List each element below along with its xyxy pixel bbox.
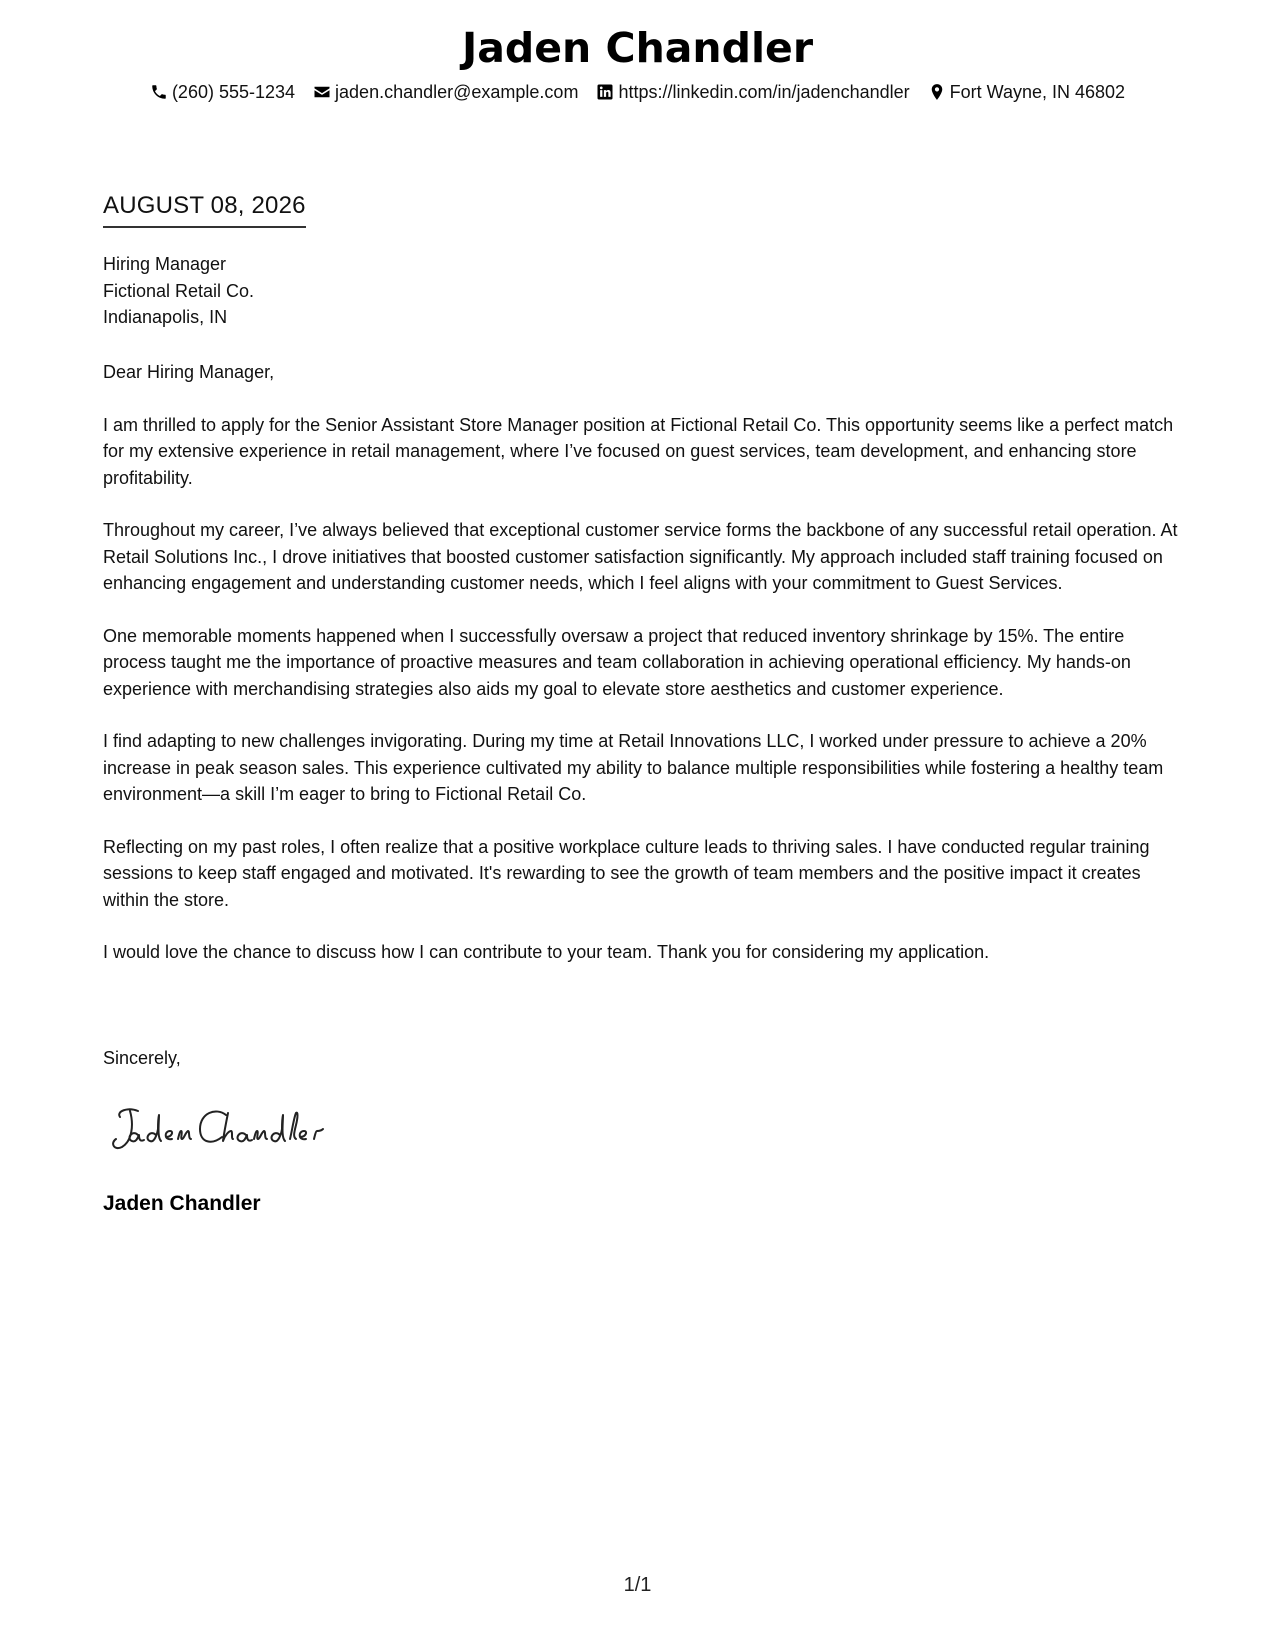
contact-info-row [0,80,1275,104]
body-paragraph: I find adapting to new challenges invigorating. During my time at Retail Innovations LLC, I worked under pressure to achieve a 20% increase in peak season sales. This experience cultivated my ability to balance multiple responsibilities while fostering a healthy team environment—a skill I’m eager to bring to Fictional Retail Co. [103,731,1164,804]
recipient-company: Fictional Retail Co. [103,280,255,301]
map-pin-icon [928,83,946,101]
body-paragraph: I am thrilled to apply for the Senior Assistant Store Manager position at Fictional Retail Co. This opportunity seems like a perfect match for my extensive experience in retail management, where I’ve focused on guest services, team development, and enhancing store profitability. [103,414,1174,488]
linkedin-icon [596,83,614,101]
applicant-name-heading: Jaden Chandler [461,24,814,72]
phone-icon [150,83,168,101]
recipient-block [103,251,254,331]
location-text: Fort Wayne, IN 46802 [949,82,1126,102]
letter-date: AUGUST 08, 2026 [103,191,306,228]
email-text[interactable]: jaden.chandler@example.com [335,82,579,102]
recipient-title: Hiring Manager [103,254,227,274]
envelope-icon [313,83,331,101]
body-paragraph: Reflecting on my past roles, I often realize that a positive workplace culture leads to thriving sales. I have conducted regular training sessions to keep staff engaged and motivated. It's rewarding to see the growth of team members and the positive impact it creates within the store. [103,836,1150,910]
contact-email[interactable] [313,80,578,104]
contact-phone [150,80,295,104]
body-paragraph: One memorable moments happened when I successfully oversaw a project that reduced inventory shrinkage by 15%. The entire process taught me the importance of proactive measures and team collaboration in achieving operational efficiency. My hands-on experience with merchandising strategies also aids my goal to elevate store aesthetics and customer experience. [103,625,1131,699]
contact-location [928,80,1125,104]
recipient-location: Indianapolis, IN [103,307,228,327]
signer-name: Jaden Chandler [103,1192,261,1215]
body-paragraph: I would love the chance to discuss how I can contribute to your team. Thank you for considering my application. [103,942,990,962]
salutation: Dear Hiring Manager, [103,362,275,382]
contact-linkedin[interactable] [596,80,909,104]
linkedin-text[interactable]: https://linkedin.com/in/jadenchandler [618,82,910,102]
letter-body [103,359,1178,992]
page-number: 1/1 [623,1574,652,1596]
closing-text: Sincerely, [103,1048,181,1068]
body-paragraph: Throughout my career, I’ve always believed that exceptional customer service forms the backbone of any successful retail operation. At Retail Solutions Inc., I drove initiatives that boosted customer satisfaction significantly. My approach included staff training focused on enhancing engagement and understanding customer needs, which I feel aligns with your commitment to Guest Services. [103,520,1178,593]
handwritten-signature [108,1097,358,1157]
phone-text: (260) 555-1234 [171,82,296,102]
